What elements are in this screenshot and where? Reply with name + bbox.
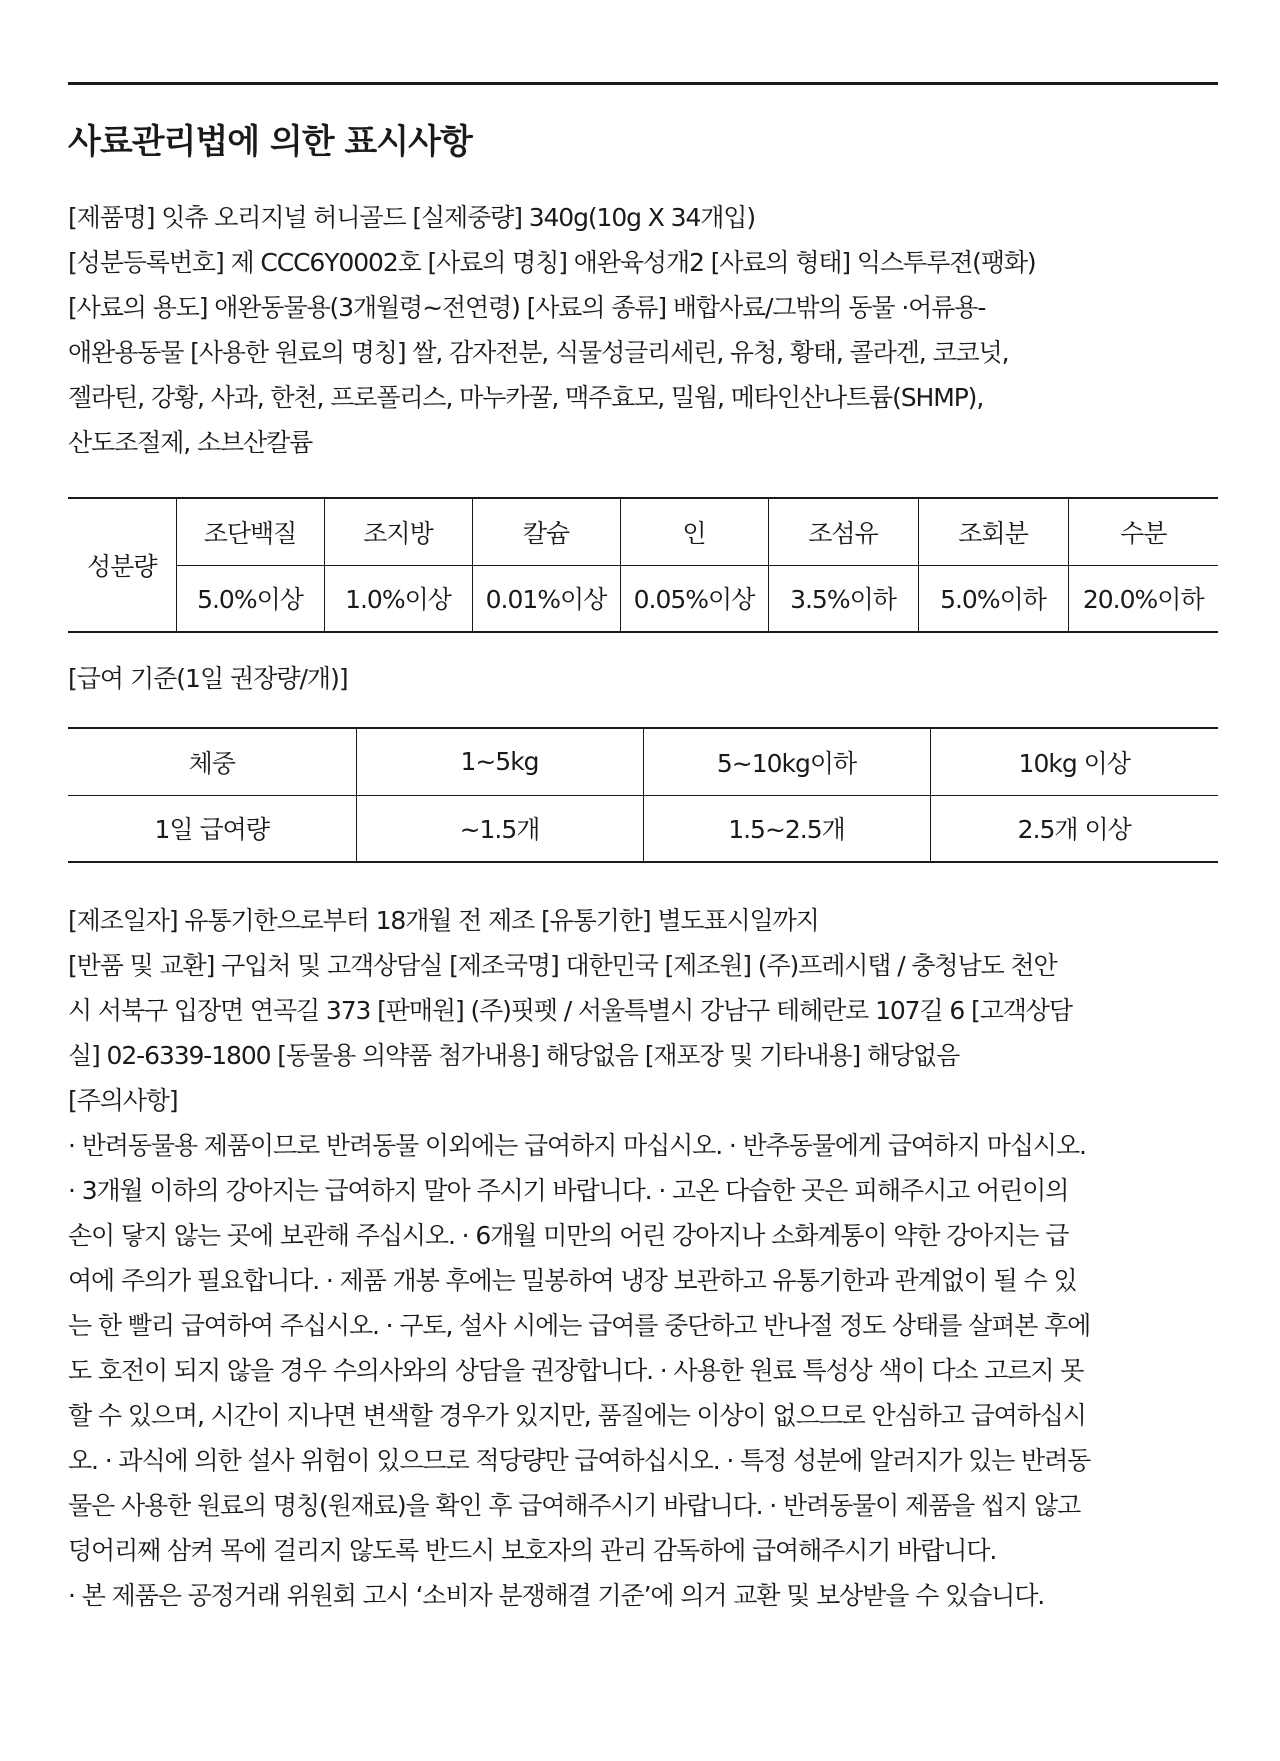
note-line: 손이 닿지 않는 곳에 보관해 주십시오. · 6개월 미만의 어린 강아지나 소화계통이 약한 강아지는 급 [68, 1221, 1069, 1250]
feeding-value-cell: 1일 급여량 [68, 795, 356, 862]
intro-line: [사료의 용도] 애완동물용(3개월령~전연령) [사료의 종류] 배합사료/그밖의 동물 ·어류용- [68, 293, 986, 322]
note-line: · 본 제품은 공정거래 위원회 고시 ‘소비자 분쟁해결 기준’에 의거 교환 및 보상받을 수 있습니다. [68, 1581, 1045, 1610]
feeding-table [68, 727, 1218, 863]
manufacturing-info-block [68, 898, 1218, 1123]
note-line: 는 한 빨리 급여하여 주십시오. · 구토, 설사 시에는 급여를 중단하고 반나절 정도 상태를 살펴본 후에 [68, 1311, 1091, 1340]
note-line: 물은 사용한 원료의 명칭(원재료)을 확인 후 급여해주시기 바랍니다. · 반려동물이 제품을 씹지 않고 [68, 1491, 1081, 1520]
feeding-guide-label: [급여 기준(1일 권장량/개)] [68, 664, 348, 693]
page-title: 사료관리법에 의한 표시사항 [68, 122, 472, 162]
composition-header-cell: 조섬유 [768, 498, 918, 565]
note-line: · 반려동물용 제품이므로 반려동물 이외에는 급여하지 마십시오. · 반추동물에게 급여하지 마십시오. [68, 1131, 1086, 1160]
composition-header-cell: 조단백질 [176, 498, 324, 565]
info-line: [제조일자] 유통기한으로부터 18개월 전 제조 [유통기한] 별도표시일까지 [68, 906, 819, 935]
composition-value-cell: 1.0%이상 [324, 565, 472, 632]
composition-header-cell: 수분 [1068, 498, 1218, 565]
feeding-value-cell: 2.5개 이상 [930, 795, 1218, 862]
intro-line: 애완용동물 [사용한 원료의 명칭] 쌀, 감자전분, 식물성글리세린, 유청, 황태, 콜라겐, 코코넛, [68, 338, 1009, 367]
intro-line: [제품명] 잇츄 오리지널 허니골드 [실제중량] 340g(10g X 34개입) [68, 203, 756, 232]
table-row [68, 565, 1218, 632]
composition-value-cell: 5.0%이상 [176, 565, 324, 632]
feeding-header-cell: 체중 [68, 728, 356, 795]
caution-heading: [주의사항] [68, 1086, 178, 1115]
top-divider [68, 82, 1218, 85]
note-line: 도 호전이 되지 않을 경우 수의사와의 상담을 권장합니다. · 사용한 원료 특성상 색이 다소 고르지 못 [68, 1356, 1084, 1385]
intro-line: 젤라틴, 강황, 사과, 한천, 프로폴리스, 마누카꿀, 맥주효모, 밀웜, 메타인산나트륨(SHMP), [68, 383, 984, 412]
composition-value-cell: 0.01%이상 [472, 565, 620, 632]
composition-value-cell: 5.0%이하 [918, 565, 1068, 632]
note-line: 오. · 과식에 의한 설사 위험이 있으므로 적당량만 급여하십시오. · 특정 성분에 알러지가 있는 반려동 [68, 1446, 1091, 1475]
feeding-header-cell: 1~5kg [356, 728, 643, 795]
table-row [68, 728, 1218, 795]
caution-notes-block [68, 1123, 1218, 1618]
info-line: 시 서북구 입장면 연곡길 373 [판매원] (주)핏펫 / 서울특별시 강남구 테헤란로 107길 6 [고객상담 [68, 996, 1072, 1025]
info-line: 실] 02-6339-1800 [동물용 의약품 첨가내용] 해당없음 [재포장 및 기타내용] 해당없음 [68, 1041, 960, 1070]
note-line: 여에 주의가 필요합니다. · 제품 개봉 후에는 밀봉하여 냉장 보관하고 유통기한과 관계없이 될 수 있 [68, 1266, 1077, 1295]
composition-header-cell: 칼슘 [472, 498, 620, 565]
table-row [68, 498, 1218, 565]
composition-header-cell: 인 [620, 498, 768, 565]
feeding-header-cell: 5~10kg이하 [643, 728, 930, 795]
feeding-value-cell: ~1.5개 [356, 795, 643, 862]
info-line: [반품 및 교환] 구입처 및 고객상담실 [제조국명] 대한민국 [제조원] (주)프레시탭 / 충청남도 천안 [68, 951, 1057, 980]
feeding-value-cell: 1.5~2.5개 [643, 795, 930, 862]
composition-value-cell: 3.5%이하 [768, 565, 918, 632]
note-line: 할 수 있으며, 시간이 지나면 변색할 경우가 있지만, 품질에는 이상이 없으므로 안심하고 급여하십시 [68, 1401, 1086, 1430]
table-row [68, 795, 1218, 862]
note-line: 덩어리째 삼켜 목에 걸리지 않도록 반드시 보호자의 관리 감독하에 급여해주시기 바랍니다. [68, 1536, 997, 1565]
feeding-header-cell: 10kg 이상 [930, 728, 1218, 795]
composition-header-cell: 조회분 [918, 498, 1068, 565]
note-line: · 3개월 이하의 강아지는 급여하지 말아 주시기 바랍니다. · 고온 다습한 곳은 피해주시고 어린이의 [68, 1176, 1069, 1205]
intro-line: [성분등록번호] 제 CCC6Y0002호 [사료의 명칭] 애완육성개2 [사료의 형태] 익스투루젼(팽화) [68, 248, 1036, 277]
composition-value-cell: 20.0%이하 [1068, 565, 1218, 632]
composition-header-cell: 조지방 [324, 498, 472, 565]
intro-line: 산도조절제, 소브산칼륨 [68, 428, 313, 457]
composition-row-label: 성분량 [68, 498, 176, 632]
composition-table [68, 497, 1218, 633]
composition-value-cell: 0.05%이상 [620, 565, 768, 632]
product-info-block [68, 195, 1218, 465]
